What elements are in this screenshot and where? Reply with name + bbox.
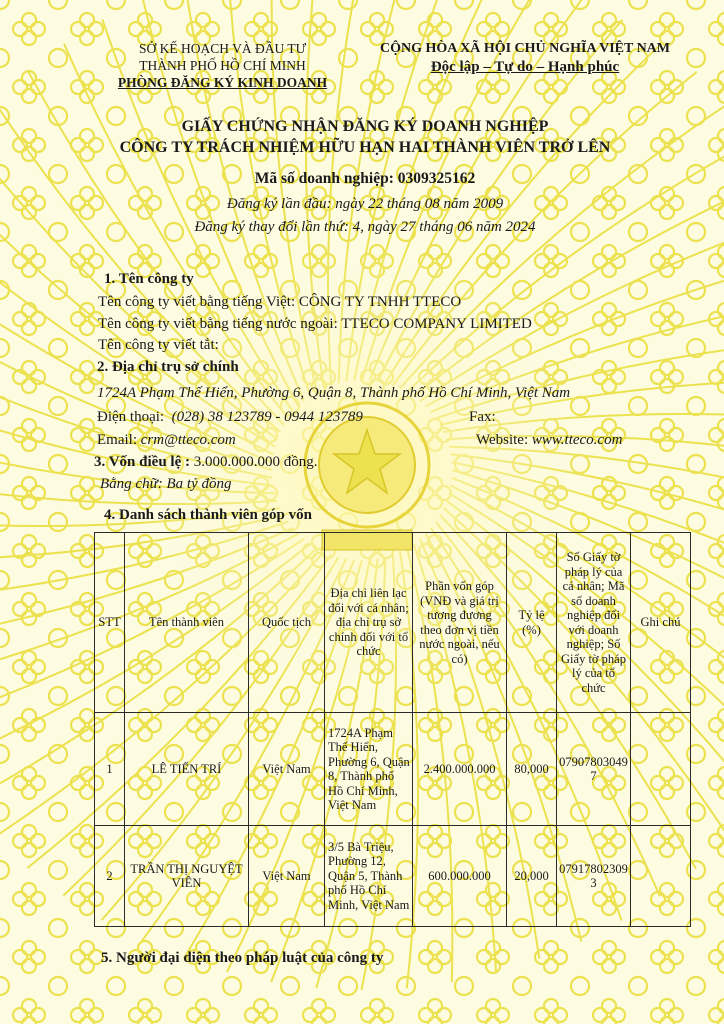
section-4-heading: 4. Danh sách thành viên góp vốn: [104, 507, 312, 523]
company-name-foreign-label: Tên công ty viết bằng tiếng nước ngoài:: [98, 316, 338, 332]
enterprise-code: Mã số doanh nghiệp: 0309325162: [254, 170, 476, 187]
col-header-stt: STT: [95, 533, 125, 713]
phone-value: (028) 38 123789 - 0944 123789: [171, 409, 363, 425]
email-label: Email:: [97, 432, 137, 448]
company-name-foreign: [98, 316, 532, 333]
section-3-heading: 3. Vốn điều lệ :: [94, 454, 190, 470]
republic-name: CỘNG HÒA XÃ HỘI CHỦ NGHĨA VIỆT NAM: [379, 41, 670, 56]
col-header-member-name: Tên thành viên: [125, 533, 249, 713]
col-header-address: Địa chỉ liên lạc đối với cá nhân; địa chỉ trụ sở chính đối với tổ chức: [325, 533, 413, 713]
col-header-capital: Phần vốn góp (VNĐ và giá trị tương đương theo đơn vị tiền nước ngoài, nếu có): [413, 533, 507, 713]
company-name-vn: [98, 294, 461, 311]
cell-capital: 600.000.000: [413, 826, 507, 927]
charter-capital-row: [94, 454, 317, 471]
section-5-heading: 5. Người đại diện theo pháp luật của công ty: [101, 950, 384, 966]
capital-in-words: Bằng chữ: Ba tỷ đồng: [100, 476, 232, 492]
cell-member-name: TRẦN THỊ NGUYỆT VIÊN: [125, 826, 249, 927]
website-value: www.tteco.com: [531, 432, 623, 448]
col-header-nationality: Quốc tịch: [249, 533, 325, 713]
fax-label: Fax:: [469, 409, 496, 425]
cell-note: [631, 713, 691, 826]
head-office-address: 1724A Phạm Thế Hiển, Phường 6, Quận 8, Thành phố Hồ Chí Minh, Việt Nam: [97, 385, 571, 401]
document-title: [60, 116, 670, 158]
website-row: [476, 432, 622, 449]
members-table: [94, 532, 691, 927]
cell-address: 1724A Phạm Thế Hiển, Phường 6, Quận 8, Thành phố Hồ Chí Minh, Việt Nam: [325, 713, 413, 826]
title-line-2: CÔNG TY TRÁCH NHIỆM HỮU HẠN HAI THÀNH VIÊN TRỞ LÊN: [119, 139, 611, 156]
section-2-heading: 2. Địa chỉ trụ sở chính: [97, 359, 239, 375]
cell-note: [631, 826, 691, 927]
national-motto: Độc lập – Tự do – Hạnh phúc: [430, 59, 620, 75]
col-header-id-number: Số Giấy tờ pháp lý của cá nhân; Mã số doanh nghiệp đối với doanh nghiệp; Số Giấy tờ pháp lý của tổ chức: [557, 533, 631, 713]
cell-ratio: 80,000: [507, 713, 557, 826]
email-value: crm@tteco.com: [140, 432, 236, 448]
first-registration: Đăng ký lần đầu: ngày 22 tháng 08 năm 2009: [226, 196, 504, 212]
cell-nationality: Việt Nam: [249, 713, 325, 826]
phone-row: [97, 409, 363, 426]
col-header-note: Ghi chú: [631, 533, 691, 713]
table-row: [95, 826, 691, 927]
issuing-authority: [100, 40, 345, 91]
cell-id-number: 079078030497: [557, 713, 631, 826]
table-row: [95, 713, 691, 826]
company-name-foreign-value: TTECO COMPANY LIMITED: [341, 316, 532, 332]
title-line-1: GIẤY CHỨNG NHẬN ĐĂNG KÝ DOANH NGHIỆP: [181, 118, 549, 135]
cell-stt: 1: [95, 713, 125, 826]
cell-ratio: 20,000: [507, 826, 557, 927]
cell-id-number: 079178023093: [557, 826, 631, 927]
website-label: Website:: [476, 432, 529, 448]
authority-line-1: SỞ KẾ HOẠCH VÀ ĐẦU TƯ: [138, 41, 307, 56]
section-1-heading: 1. Tên công ty: [104, 271, 194, 287]
change-registration: Đăng ký thay đổi lần thứ: 4, ngày 27 tháng 06 năm 2024: [194, 219, 536, 235]
authority-line-2: THÀNH PHỐ HỒ CHÍ MINH: [139, 58, 306, 73]
company-name-vn-value: CÔNG TY TNHH TTECO: [298, 294, 462, 310]
cell-member-name: LÊ TIẾN TRÍ: [125, 713, 249, 826]
company-name-vn-label: Tên công ty viết bằng tiếng Việt:: [98, 294, 296, 310]
phone-label: Điện thoại:: [97, 409, 165, 425]
authority-line-3: PHÒNG ĐĂNG KÝ KINH DOANH: [117, 75, 328, 90]
cell-address: 3/5 Bà Triệu, Phường 12, Quận 5, Thành phố Hồ Chí Minh, Việt Nam: [325, 826, 413, 927]
charter-capital-value: 3.000.000.000 đồng.: [193, 454, 318, 470]
company-short-name: Tên công ty viết tắt:: [98, 337, 219, 353]
cell-nationality: Việt Nam: [249, 826, 325, 927]
cell-capital: 2.400.000.000: [413, 713, 507, 826]
cell-stt: 2: [95, 826, 125, 927]
national-title: [370, 40, 680, 76]
email-row: [97, 432, 236, 449]
col-header-ratio: Tỷ lệ (%): [507, 533, 557, 713]
table-header-row: [95, 533, 691, 713]
